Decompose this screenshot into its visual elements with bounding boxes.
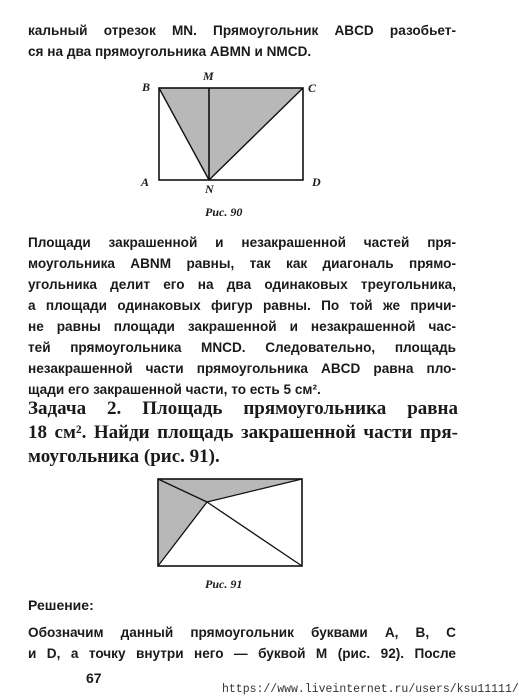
paragraph-line-5: не равны площади закрашенной и незакрашенной час-: [28, 319, 456, 334]
figure-90-diagram: [145, 70, 325, 200]
solution-line-2: и D, а точку внутри него — буквой M (рис. 92). После: [28, 646, 456, 661]
figure-91-diagram: [155, 475, 305, 570]
intro-line-2: ся на два прямоугольника ABMN и NMCD.: [28, 44, 312, 59]
figure-91-caption: Рис. 91: [205, 577, 243, 591]
paragraph-line-4: а площади одинаковых фигур равны. По той же причи-: [28, 298, 456, 313]
paragraph-line-1: Площади закрашенной и незакрашенной частей пря-: [28, 235, 456, 250]
fig90-label-n: N: [205, 182, 214, 196]
figure-90-caption: Рис. 90: [205, 205, 243, 219]
solution-heading: Решение:: [28, 597, 94, 613]
fig91-line-br: [207, 502, 302, 566]
paragraph-line-6: тей прямоугольника MNCD. Следовательно, площадь: [28, 340, 456, 355]
intro-line-1: кальный отрезок MN. Прямоугольник ABCD разобьет-: [28, 23, 456, 38]
fig90-label-a: A: [141, 175, 150, 189]
paragraph-line-2: моугольника ABNM равны, так как диагональ прямо-: [28, 256, 456, 271]
task-2-line-2: 18 см². Найди площадь закрашенной части пря-: [28, 422, 458, 443]
task-2-line-3: моугольника (рис. 91).: [28, 446, 220, 467]
fig90-label-m: M: [203, 69, 214, 83]
paragraph-line-7: незакрашенной части прямоугольника ABCD равна пло-: [28, 361, 456, 376]
fig90-label-d: D: [312, 175, 321, 189]
page-number: 67: [86, 670, 102, 686]
fig90-label-b: B: [142, 80, 151, 94]
paragraph-line-3: угольника делит его на два одинаковых треугольника,: [28, 277, 456, 292]
fig90-label-c: C: [308, 81, 317, 95]
task-2-line-1: Задача 2. Площадь прямоугольника равна: [28, 398, 458, 419]
paragraph-line-8: щади его закрашенной части, то есть 5 см².: [28, 382, 321, 397]
watermark-url: https://www.liveinternet.ru/users/ksu11111/: [222, 683, 519, 696]
solution-line-1: Обозначим данный прямоугольник буквами A, B, C: [28, 625, 456, 640]
